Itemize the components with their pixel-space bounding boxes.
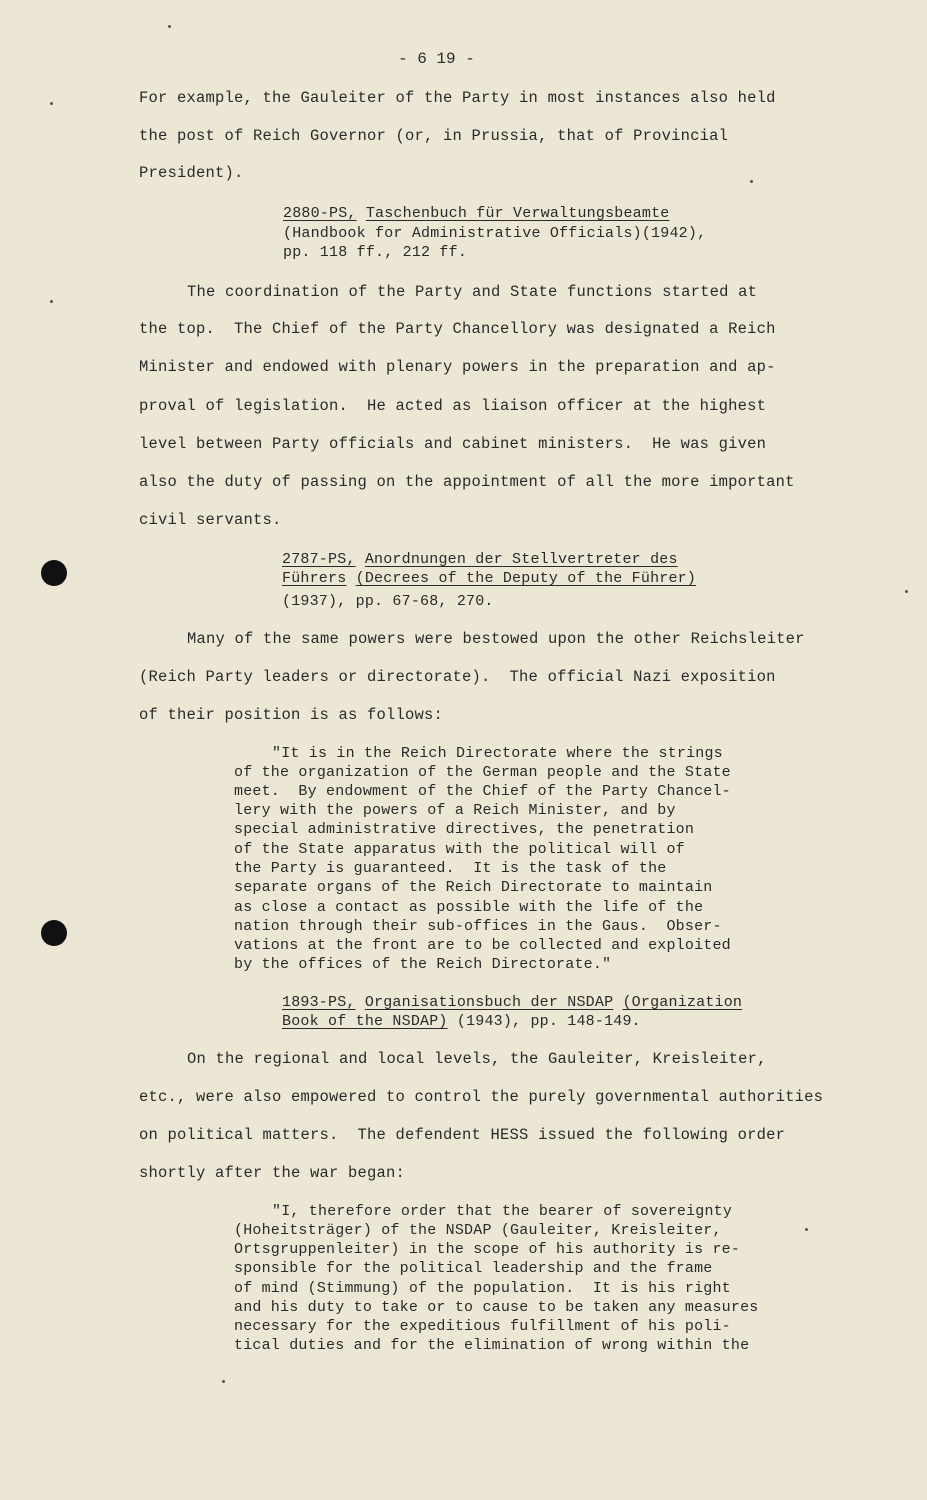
citation-ref: 1893-PS, bbox=[282, 994, 356, 1011]
punch-hole bbox=[41, 560, 67, 586]
body-line: of their position is as follows: bbox=[139, 706, 444, 724]
body-line: also the duty of passing on the appointment of all the more important bbox=[139, 473, 795, 491]
citation-ref: 2787-PS, bbox=[282, 551, 356, 568]
citation-ref: 2880-PS, bbox=[283, 205, 357, 222]
quote-line: of mind (Stimmung) of the population. It is his right bbox=[234, 1280, 731, 1297]
citation-title: Organisationsbuch der NSDAP bbox=[364, 994, 614, 1011]
body-line: civil servants. bbox=[139, 511, 282, 529]
quote-line: and his duty to take or to cause to be taken any measures bbox=[234, 1299, 759, 1316]
quote-line: vations at the front are to be collected and exploited bbox=[234, 937, 731, 954]
body-line: the post of Reich Governor (or, in Prussia, that of Provincial bbox=[139, 127, 729, 145]
citation-title: Anordnungen der Stellvertreter des bbox=[364, 551, 678, 568]
paper-speck bbox=[905, 590, 908, 593]
quote-line: meet. By endowment of the Chief of the Party Chancel- bbox=[234, 783, 731, 800]
body-line: President). bbox=[139, 164, 244, 182]
quote-line: of the organization of the German people and the State bbox=[234, 764, 731, 781]
citation-translation: (Organization bbox=[622, 994, 743, 1011]
body-line: on political matters. The defendent HESS issued the following order bbox=[139, 1126, 786, 1144]
body-line: shortly after the war began: bbox=[139, 1164, 406, 1182]
punch-hole bbox=[41, 920, 67, 946]
quote-line: of the State apparatus with the political will of bbox=[234, 841, 685, 858]
quote-line: "It is in the Reich Directorate where the strings bbox=[272, 745, 723, 762]
quote-line: as close a contact as possible with the life of the bbox=[234, 899, 704, 916]
quote-line: necessary for the expeditious fulfillment of his poli- bbox=[234, 1318, 731, 1335]
paper-speck bbox=[50, 102, 53, 105]
citation-line bbox=[282, 994, 742, 1011]
body-line: For example, the Gauleiter of the Party in most instances also held bbox=[139, 89, 776, 107]
citation-translation: (Decrees of the Deputy of the Führer) bbox=[355, 570, 697, 587]
body-line: the top. The Chief of the Party Chancellory was designated a Reich bbox=[139, 320, 776, 338]
citation-line bbox=[282, 1013, 641, 1030]
quote-line: separate organs of the Reich Directorate to maintain bbox=[234, 879, 713, 896]
citation-line: (Handbook for Administrative Officials)(1942), bbox=[283, 225, 707, 242]
body-line: proval of legislation. He acted as liaison officer at the highest bbox=[139, 397, 767, 415]
citation-title: Taschenbuch für Verwaltungsbeamte bbox=[365, 205, 670, 222]
paper-speck bbox=[805, 1228, 808, 1231]
body-line: level between Party officials and cabinet ministers. He was given bbox=[139, 435, 767, 453]
body-line: On the regional and local levels, the Gauleiter, Kreisleiter, bbox=[187, 1050, 767, 1068]
quote-line: by the offices of the Reich Directorate." bbox=[234, 956, 612, 973]
quote-line: nation through their sub-offices in the Gaus. Obser- bbox=[234, 918, 722, 935]
citation-line: pp. 118 ff., 212 ff. bbox=[283, 244, 468, 261]
paper-speck bbox=[50, 300, 53, 303]
quote-line: special administrative directives, the penetration bbox=[234, 821, 695, 838]
citation-line: (1937), pp. 67-68, 270. bbox=[282, 593, 494, 610]
quote-line: Ortsgruppenleiter) in the scope of his authority is re- bbox=[234, 1241, 741, 1258]
body-line: Minister and endowed with plenary powers in the preparation and ap- bbox=[139, 358, 776, 376]
quote-line: (Hoheitsträger) of the NSDAP (Gauleiter, Kreisleiter, bbox=[234, 1222, 722, 1239]
quote-line: lery with the powers of a Reich Minister, and by bbox=[234, 802, 676, 819]
body-line: etc., were also empowered to control the purely governmental authorities bbox=[139, 1088, 824, 1106]
citation-translation: Book of the NSDAP) bbox=[282, 1013, 448, 1030]
page-number: - 6 19 - bbox=[398, 50, 475, 68]
paper-speck bbox=[750, 180, 753, 183]
citation-line bbox=[282, 570, 696, 587]
body-line: Many of the same powers were bestowed upon the other Reichsleiter bbox=[187, 630, 805, 648]
quote-line: the Party is guaranteed. It is the task of the bbox=[234, 860, 667, 877]
citation-pages: (1943), pp. 148-149. bbox=[447, 1013, 641, 1030]
quote-line: sponsible for the political leadership and the frame bbox=[234, 1260, 713, 1277]
citation-line bbox=[282, 551, 678, 568]
citation-line bbox=[283, 205, 669, 222]
body-line: The coordination of the Party and State functions started at bbox=[187, 283, 758, 301]
body-line: (Reich Party leaders or directorate). The official Nazi exposition bbox=[139, 668, 776, 686]
citation-title: Führers bbox=[282, 570, 347, 587]
quote-line: tical duties and for the elimination of wrong within the bbox=[234, 1337, 750, 1354]
paper-speck bbox=[168, 25, 171, 28]
quote-line: "I, therefore order that the bearer of sovereignty bbox=[272, 1203, 733, 1220]
paper-speck bbox=[222, 1380, 225, 1383]
